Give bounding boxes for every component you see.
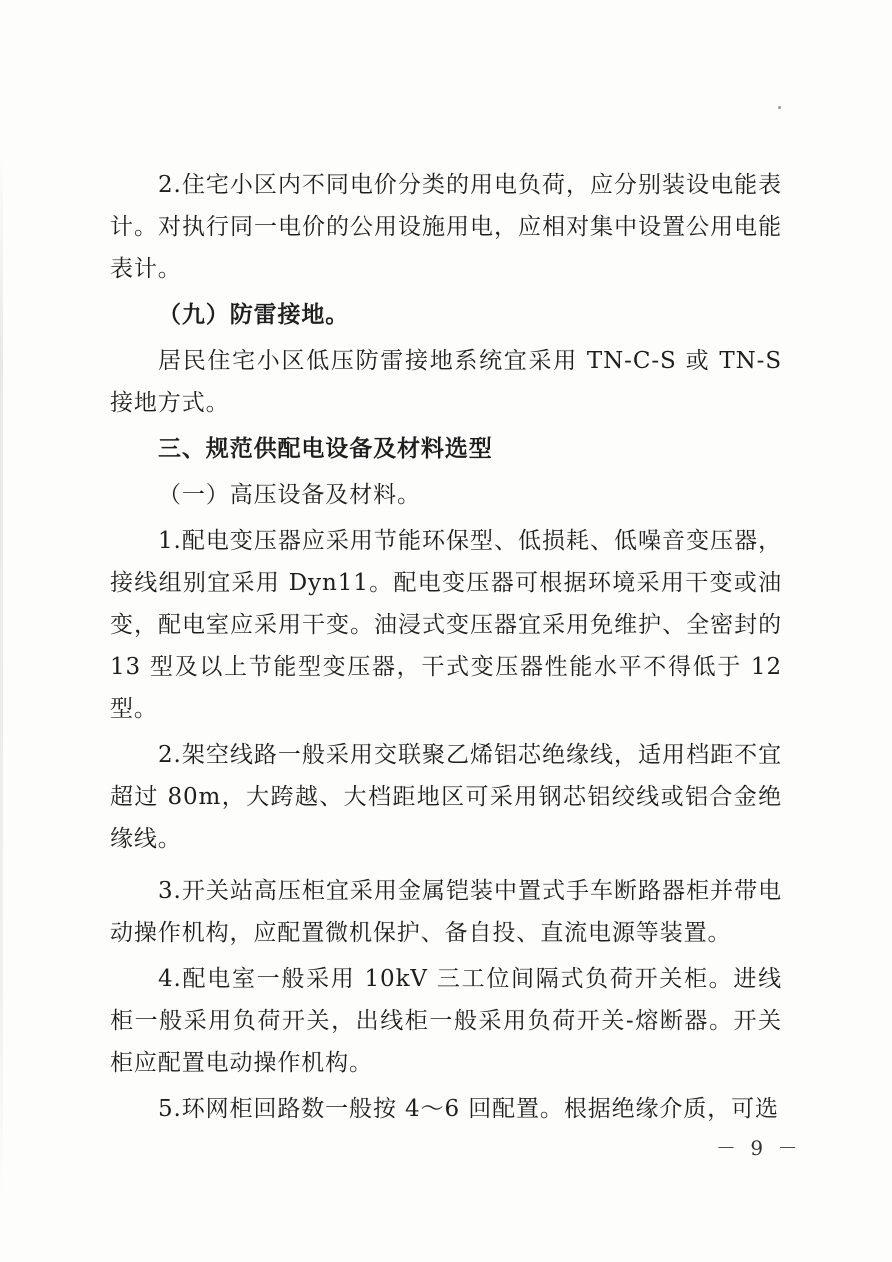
paragraph-meter-installation: 2.住宅小区内不同电价分类的用电负荷，应分别装设电能表计。对执行同一电价的公用设施用电，应相对集中设置公用电能表计。	[110, 172, 782, 282]
paragraph-grounding-system: 居民住宅小区低压防雷接地系统宜采用 TN-C-S 或 TN-S 接地方式。	[110, 348, 782, 416]
section-heading-high-voltage: （一）高压设备及材料。	[158, 482, 421, 508]
page-body	[110, 164, 782, 1130]
paragraph-overhead-line: 2.架空线路一般采用交联聚乙烯铝芯绝缘线，适用档距不宜超过 80m，大跨越、大档距地区可采用钢芯铝绞线或铝合金绝缘线。	[110, 742, 782, 852]
page-number: － 9 －	[716, 1136, 802, 1160]
paragraph-ring-main-unit: 5.环网柜回路数一般按 4～6 回配置。根据绝缘介质，可选	[158, 1096, 779, 1122]
scan-gutter-shadow	[0, 150, 3, 1200]
section-heading-lightning-grounding: （九）防雷接地。	[158, 301, 350, 328]
scan-speck	[778, 106, 781, 109]
paragraph-switch-station: 3.开关站高压柜宜采用金属铠装中置式手车断路器柜并带电动操作机构，应配置微机保护、备自投、直流电源等装置。	[110, 878, 782, 946]
chapter-heading-equipment-selection: 三、规范供配电设备及材料选型	[158, 435, 493, 462]
paragraph-transformer: 1.配电变压器应采用节能环保型、低损耗、低噪音变压器，接线组别宜采用 Dyn11。配电变压器可根据环境采用干变或油变，配电室应采用干变。油浸式变压器宜采用免维护、全密封的 13 型及以上节能型变压器，干式变压器性能水平不得低于 12 型。	[110, 528, 782, 722]
paragraph-distribution-room: 4.配电室一般采用 10kV 三工位间隔式负荷开关柜。进线柜一般采用负荷开关，出线柜一般采用负荷开关-熔断器。开关柜应配置电动操作机构。	[110, 966, 782, 1076]
